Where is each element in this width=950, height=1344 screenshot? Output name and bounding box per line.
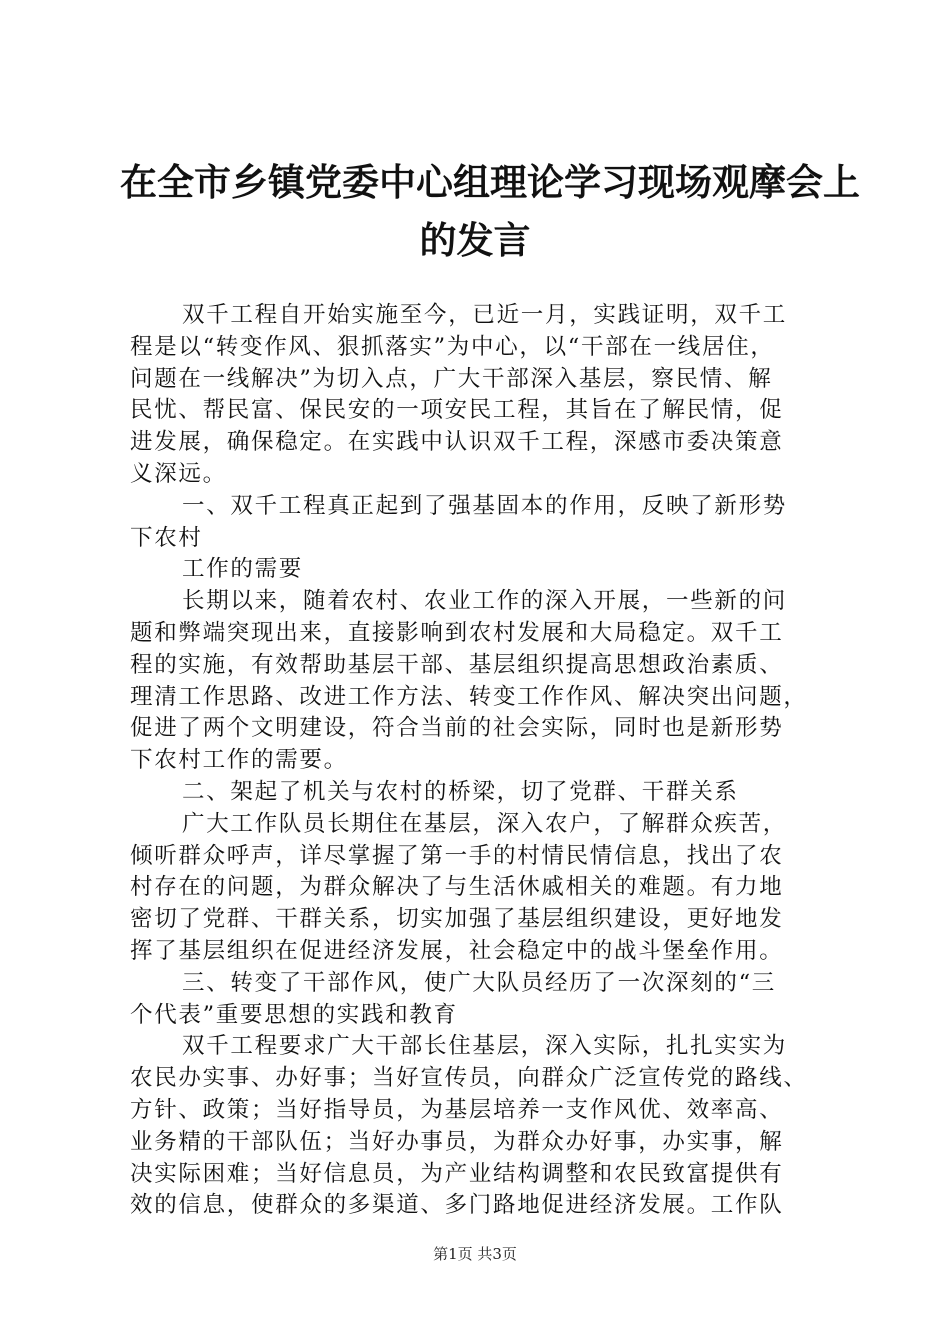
document-title-line-2: 的发言 [419,219,531,262]
paragraph-line: 程的实施，有效帮助基层干部、基层组织提高思想政治素质、 [130,651,784,678]
page-number-footer: 第1页 共3页 [433,1245,517,1263]
paragraph-line: 方针、政策；当好指导员，为基层培养一支作风优、效率高、 [130,1096,784,1123]
paragraph-line: 效的信息，使群众的多渠道、多门路地促进经济发展。工作队 [130,1192,784,1219]
paragraph-line: 双千工程要求广大干部长住基层，深入实际，扎扎实实为 [182,1033,788,1060]
paragraph-line: 倾听群众呼声，详尽掌握了第一手的村情民情信息，找出了农 [130,842,784,869]
paragraph-line: 双千工程自开始实施至今，已近一月，实践证明，双千工 [182,302,788,328]
paragraph-line: 长期以来，随着农村、农业工作的深入开展，一些新的问 [182,588,788,615]
paragraph-line: 程是以“转变作风、狠抓落实”为中心，以“干部在一线居住， [130,333,775,360]
paragraph-line: 农民办实事、办好事；当好宣传员，向群众广泛宣传党的路线、 [130,1065,808,1092]
paragraph-line: 题和弊端突现出来，直接影响到农村发展和大局稳定。双千工 [130,619,784,646]
paragraph-line: 业务精的干部队伍；当好办事员，为群众办好事，办实事，解 [130,1128,784,1155]
paragraph-line: 村存在的问题，为群众解决了与生活休戚相关的难题。有力地 [130,874,784,901]
paragraph-line: 理清工作思路、改进工作方法、转变工作作风、解决突出问题， [130,683,808,710]
section-heading-line: 个代表”重要思想的实践和教育 [130,1001,458,1028]
paragraph-line: 下农村工作的需要。 [130,747,348,774]
paragraph-line: 民忧、帮民富、保民安的一项安民工程，其旨在了解民情，促 [130,397,784,424]
paragraph-line: 挥了基层组织在促进经济发展，社会稳定中的战斗堡垒作用。 [130,937,784,964]
paragraph-line: 问题在一线解决”为切入点，广大干部深入基层，察民情、解 [130,365,773,392]
paragraph-line: 进发展，确保稳定。在实践中认识双千工程，深感市委决策意 [130,429,784,456]
paragraph-line: 义深远。 [130,460,227,487]
document-body [130,300,850,1222]
section-heading-line: 一、双千工程真正起到了强基固本的作用，反映了新形势 [182,492,788,519]
paragraph-line: 密切了党群、干群关系，切实加强了基层组织建设，更好地发 [130,906,784,933]
section-heading-line: 工作的需要 [182,556,304,583]
paragraph-line: 促进了两个文明建设，符合当前的社会实际，同时也是新形势 [130,715,784,742]
document-title-line-1: 在全市乡镇党委中心组理论学习现场观摩会上 [120,161,860,204]
paragraph-line: 决实际困难；当好信息员，为产业结构调整和农民致富提供有 [130,1160,784,1187]
section-heading-line: 下农村 [130,524,203,551]
section-heading-line: 三、转变了干部作风，使广大队员经历了一次深刻的“三 [182,969,777,996]
section-heading-line: 二、架起了机关与农村的桥梁，切了党群、干群关系 [182,778,739,805]
paragraph-line: 广大工作队员长期住在基层，深入农户，了解群众疾苦， [182,810,788,837]
